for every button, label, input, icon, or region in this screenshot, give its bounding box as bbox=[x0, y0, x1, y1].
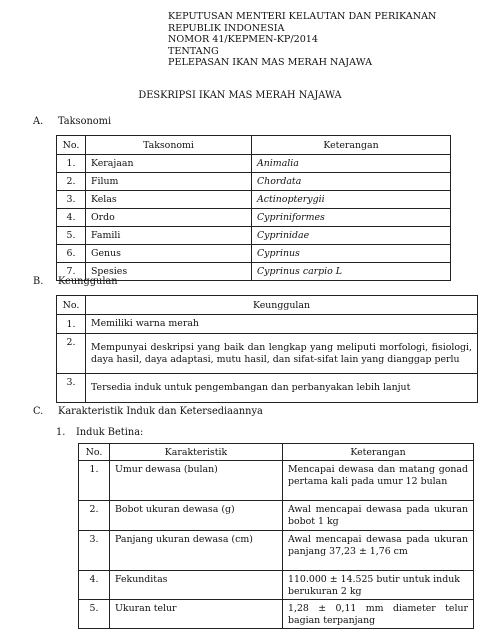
table-row bbox=[57, 334, 478, 374]
taxonomy-cell: Ordo bbox=[86, 209, 252, 227]
section-title: Taksonomi bbox=[58, 116, 112, 127]
section-b-heading bbox=[33, 276, 118, 287]
section-letter: A. bbox=[33, 116, 44, 127]
table-row bbox=[57, 227, 451, 245]
keterangan-cell: Chordata bbox=[252, 173, 451, 191]
table-row bbox=[57, 315, 478, 334]
taxonomy-table bbox=[56, 135, 451, 281]
row-number: 1. bbox=[57, 155, 86, 173]
row-number: 2. bbox=[57, 173, 86, 191]
table-row bbox=[79, 461, 474, 501]
characteristic-cell: Bobot ukuran dewasa (g) bbox=[110, 501, 283, 531]
document-title: DESKRIPSI IKAN MAS MERAH NAJAWA bbox=[138, 90, 342, 101]
column-header: Keterangan bbox=[252, 136, 451, 155]
taxonomy-cell: Famili bbox=[86, 227, 252, 245]
row-number: 4. bbox=[57, 209, 86, 227]
row-number: 3. bbox=[57, 374, 86, 403]
characteristic-cell: Ukuran telur bbox=[110, 600, 283, 629]
row-number: 5. bbox=[57, 227, 86, 245]
subsection-heading bbox=[56, 427, 143, 438]
column-header: No. bbox=[57, 136, 86, 155]
column-header: Keterangan bbox=[283, 444, 474, 461]
header-line: TENTANG bbox=[168, 45, 219, 57]
table-row bbox=[57, 173, 451, 191]
section-a-heading bbox=[33, 116, 111, 127]
header-line: PELEPASAN IKAN MAS MERAH NAJAWA bbox=[168, 57, 373, 69]
row-number: 3. bbox=[57, 191, 86, 209]
subsection-title: Induk Betina: bbox=[76, 427, 144, 438]
section-c-heading bbox=[33, 406, 263, 417]
table-row bbox=[57, 209, 451, 227]
decree-header bbox=[168, 11, 436, 69]
table-header-row bbox=[57, 296, 478, 315]
table-header-row bbox=[79, 444, 474, 461]
header-line: REPUBLIK INDONESIA bbox=[168, 22, 285, 34]
taxonomy-cell: Kerajaan bbox=[86, 155, 252, 173]
table-row bbox=[57, 374, 478, 403]
taxonomy-cell: Filum bbox=[86, 173, 252, 191]
taxonomy-cell: Genus bbox=[86, 245, 252, 263]
taxonomy-cell: Kelas bbox=[86, 191, 252, 209]
keterangan-cell: 1,28 ± 0,11 mm diameter telur bagian terpanjang bbox=[283, 600, 474, 629]
advantage-cell: Tersedia induk untuk pengembangan dan perbanyakan lebih lanjut bbox=[86, 374, 478, 403]
row-number: 2. bbox=[57, 334, 86, 374]
header-line: NOMOR 41/KEPMEN-KP/2014 bbox=[168, 34, 319, 46]
header-line: KEPUTUSAN MENTERI KELAUTAN DAN PERIKANAN bbox=[168, 11, 437, 22]
row-number: 7. bbox=[57, 263, 86, 281]
characteristic-cell: Panjang ukuran dewasa (cm) bbox=[110, 531, 283, 571]
table-row bbox=[79, 531, 474, 571]
taxonomy-cell: Spesies bbox=[86, 263, 252, 281]
keterangan-cell: 110.000 ± 14.525 butir untuk induk berukuran 2 kg bbox=[283, 571, 474, 600]
advantage-cell: Memiliki warna merah bbox=[86, 315, 478, 334]
row-number: 6. bbox=[57, 245, 86, 263]
row-number: 5. bbox=[79, 600, 110, 629]
characteristic-cell: Fekunditas bbox=[110, 571, 283, 600]
keterangan-cell: Mencapai dewasa dan matang gonad pertama kali pada umur 12 bulan bbox=[283, 461, 474, 501]
keterangan-cell: Cyprinidae bbox=[252, 227, 451, 245]
column-header: Karakteristik bbox=[110, 444, 283, 461]
keterangan-cell: Actinopterygii bbox=[252, 191, 451, 209]
column-header: Taksonomi bbox=[86, 136, 252, 155]
keterangan-cell: Cypriniformes bbox=[252, 209, 451, 227]
column-header: No. bbox=[57, 296, 86, 315]
section-letter: B. bbox=[33, 276, 44, 287]
column-header: Keunggulan bbox=[86, 296, 478, 315]
table-row bbox=[57, 245, 451, 263]
table-row bbox=[79, 600, 474, 629]
table-header-row bbox=[57, 136, 451, 155]
keterangan-cell: Cyprinus bbox=[252, 245, 451, 263]
section-title: Karakteristik Induk dan Ketersediaannya bbox=[58, 406, 263, 417]
characteristic-cell: Umur dewasa (bulan) bbox=[110, 461, 283, 501]
table-row bbox=[79, 501, 474, 531]
row-number: 4. bbox=[79, 571, 110, 600]
section-letter: C. bbox=[33, 406, 44, 417]
female-broodstock-table bbox=[78, 443, 474, 629]
advantages-table bbox=[56, 295, 478, 403]
row-number: 2. bbox=[79, 501, 110, 531]
advantage-cell: Mempunyai deskripsi yang baik dan lengkap yang meliputi morfologi, fisiologi, daya hasil, daya adaptasi, mutu hasil, dan sifat-sifat lain yang dianggap perlu bbox=[86, 334, 478, 374]
table-row bbox=[57, 191, 451, 209]
subsection-number: 1. bbox=[56, 427, 66, 438]
row-number: 1. bbox=[57, 315, 86, 334]
keterangan-cell: Cyprinus carpio L bbox=[252, 263, 451, 281]
row-number: 1. bbox=[79, 461, 110, 501]
keterangan-cell: Awal mencapai dewasa pada ukuran bobot 1 kg bbox=[283, 501, 474, 531]
section-title: Keunggulan bbox=[58, 276, 118, 287]
keterangan-cell: Awal mencapai dewasa pada ukuran panjang 37,23 ± 1,76 cm bbox=[283, 531, 474, 571]
keterangan-cell: Animalia bbox=[252, 155, 451, 173]
row-number: 3. bbox=[79, 531, 110, 571]
table-row bbox=[57, 155, 451, 173]
column-header: No. bbox=[79, 444, 110, 461]
table-row bbox=[79, 571, 474, 600]
